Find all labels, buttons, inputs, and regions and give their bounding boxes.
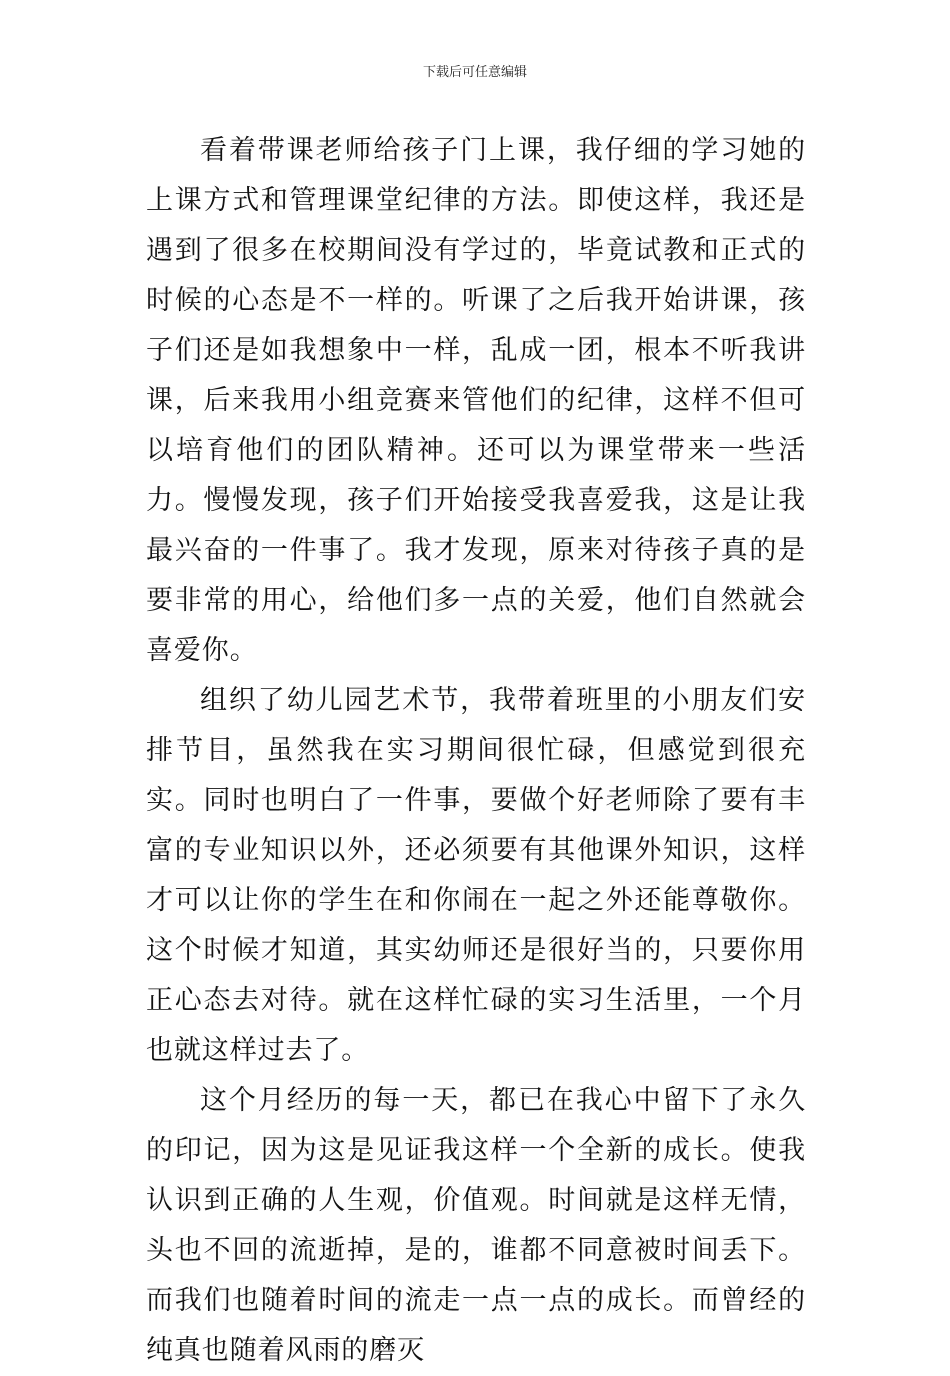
paragraph-2: 组织了幼儿园艺术节，我带着班里的小朋友们安排节目，虽然我在实习期间很忙碌，但感觉到很充实。同时也明白了一件事，要做个好老师除了要有丰富的专业知识以外，还必须要有其他课外知识，这样才可以让你的学生在和你闹在一起之外还能尊敬你。这个时候才知道，其实幼师还是很好当的，只要你用正心态去对待。就在这样忙碌的实习生活里，一个月也就这样过去了。 [146,685,806,1066]
paragraph-1: 看着带课老师给孩子门上课，我仔细的学习她的上课方式和管理课堂纪律的方法。即使这样，我还是遇到了很多在校期间没有学过的，毕竟试教和正式的时候的心态是不一样的。听课了之后我开始讲课，孩子们还是如我想象中一样，乱成一团，根本不听我讲课，后来我用小组竞赛来管他们的纪律，这样不但可以培育他们的团队精神。还可以为课堂带来一些活力。慢慢发现，孩子们开始接受我喜爱我，这是让我最兴奋的一件事了。我才发现，原来对待孩子真的是要非常的用心，给他们多一点的关爱，他们自然就会喜爱你。 [146,135,806,666]
document-body [146,126,806,1376]
page-header: 下载后可任意编辑 [422,65,527,80]
paragraph-3: 这个月经历的每一天，都已在我心中留下了永久的印记，因为这是见证我这样一个全新的成长。使我认识到正确的人生观，价值观。时间就是这样无情，头也不回的流逝掉，是的，谁都不同意被时间丢下。而我们也随着时间的流走一点一点的成长。而曾经的纯真也随着风雨的磨灭 [146,1085,806,1366]
